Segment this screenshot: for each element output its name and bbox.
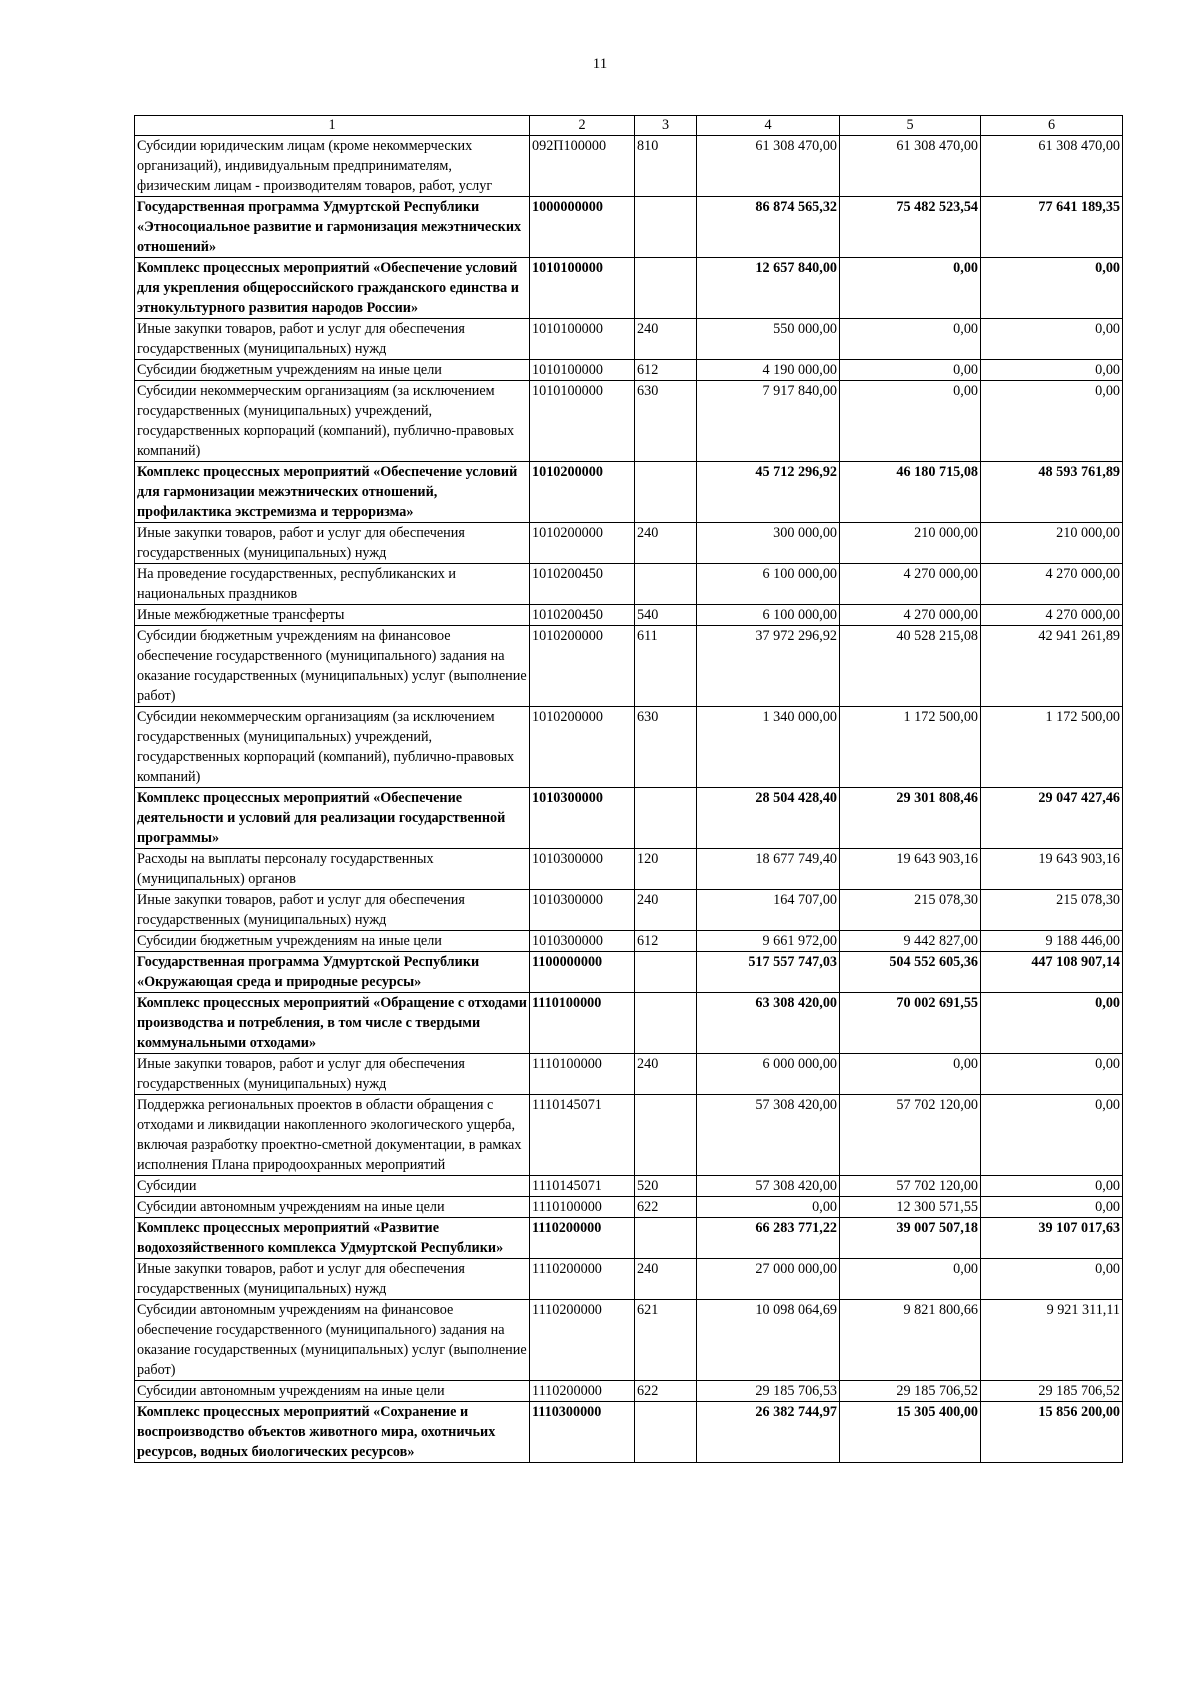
amount-col-4: 550 000,00 [697,319,840,360]
amount-col-6: 0,00 [981,319,1123,360]
item-name: Иные закупки товаров, работ и услуг для обеспечения государственных (муниципальных) нужд [135,1259,530,1300]
amount-col-5: 19 643 903,16 [840,849,981,890]
amount-col-6: 1 172 500,00 [981,707,1123,788]
amount-col-4: 10 098 064,69 [697,1300,840,1381]
table-row [135,1218,1123,1259]
amount-col-5: 61 308 470,00 [840,136,981,197]
table-row [135,788,1123,849]
amount-col-6: 19 643 903,16 [981,849,1123,890]
amount-col-6: 39 107 017,63 [981,1218,1123,1259]
amount-col-4: 57 308 420,00 [697,1176,840,1197]
table-row [135,360,1123,381]
amount-col-4: 6 100 000,00 [697,564,840,605]
amount-col-4: 9 661 972,00 [697,931,840,952]
amount-col-4: 300 000,00 [697,523,840,564]
budget-table [134,115,1123,1463]
amount-col-4: 517 557 747,03 [697,952,840,993]
expense-type [635,788,697,849]
expense-type [635,258,697,319]
expense-type: 240 [635,1259,697,1300]
expense-type: 611 [635,626,697,707]
item-name: Иные закупки товаров, работ и услуг для обеспечения государственных (муниципальных) нужд [135,890,530,931]
table-row [135,707,1123,788]
amount-col-6: 0,00 [981,1095,1123,1176]
item-name: Комплекс процессных мероприятий «Обращение с отходами производства и потребления, в том числе с твердыми коммунальными отходами» [135,993,530,1054]
amount-col-6: 61 308 470,00 [981,136,1123,197]
item-name: Иные закупки товаров, работ и услуг для обеспечения государственных (муниципальных) нужд [135,1054,530,1095]
expense-type [635,462,697,523]
item-name: Расходы на выплаты персоналу государственных (муниципальных) органов [135,849,530,890]
amount-col-4: 1 340 000,00 [697,707,840,788]
table-row [135,952,1123,993]
amount-col-5: 0,00 [840,258,981,319]
table-row [135,1054,1123,1095]
header-col-3: 3 [635,116,697,136]
amount-col-4: 45 712 296,92 [697,462,840,523]
target-code: 1110200000 [530,1300,635,1381]
amount-col-5: 1 172 500,00 [840,707,981,788]
item-name: Субсидии бюджетным учреждениям на иные цели [135,360,530,381]
amount-col-6: 29 047 427,46 [981,788,1123,849]
table-row [135,1259,1123,1300]
amount-col-4: 164 707,00 [697,890,840,931]
amount-col-6: 9 921 311,11 [981,1300,1123,1381]
amount-col-6: 447 108 907,14 [981,952,1123,993]
amount-col-6: 210 000,00 [981,523,1123,564]
table-row [135,319,1123,360]
target-code: 1010200450 [530,605,635,626]
item-name: Комплекс процессных мероприятий «Сохранение и воспроизводство объектов животного мира, охотничьих ресурсов, водных биологических ресурсов» [135,1402,530,1463]
amount-col-4: 29 185 706,53 [697,1381,840,1402]
amount-col-5: 39 007 507,18 [840,1218,981,1259]
expense-type: 612 [635,931,697,952]
item-name: Иные межбюджетные трансферты [135,605,530,626]
amount-col-5: 215 078,30 [840,890,981,931]
target-code: 1110300000 [530,1402,635,1463]
amount-col-4: 63 308 420,00 [697,993,840,1054]
table-row [135,1300,1123,1381]
amount-col-6: 0,00 [981,993,1123,1054]
table-row [135,136,1123,197]
target-code: 1010300000 [530,788,635,849]
expense-type [635,1402,697,1463]
item-name: Субсидии юридическим лицам (кроме некоммерческих организаций), индивидуальным предпринимателям, физическим лицам - производителям товаров, работ, услуг [135,136,530,197]
table-row [135,931,1123,952]
table-row [135,1402,1123,1463]
amount-col-5: 57 702 120,00 [840,1176,981,1197]
amount-col-6: 0,00 [981,1054,1123,1095]
amount-col-5: 75 482 523,54 [840,197,981,258]
amount-col-5: 0,00 [840,381,981,462]
item-name: Комплекс процессных мероприятий «Обеспечение условий для укрепления общероссийского гражданского единства и этнокультурного развития народов России» [135,258,530,319]
item-name: Субсидии [135,1176,530,1197]
expense-type: 240 [635,523,697,564]
table-row [135,890,1123,931]
amount-col-6: 0,00 [981,1259,1123,1300]
expense-type: 240 [635,890,697,931]
item-name: Комплекс процессных мероприятий «Развитие водохозяйственного комплекса Удмуртской Республики» [135,1218,530,1259]
amount-col-4: 12 657 840,00 [697,258,840,319]
target-code: 1110200000 [530,1259,635,1300]
target-code: 092П100000 [530,136,635,197]
expense-type [635,952,697,993]
header-col-4: 4 [697,116,840,136]
expense-type [635,1218,697,1259]
amount-col-5: 4 270 000,00 [840,605,981,626]
target-code: 1010200000 [530,462,635,523]
expense-type: 621 [635,1300,697,1381]
item-name: Поддержка региональных проектов в области обращения с отходами и ликвидации накопленного экологического ущерба, включая разработку проектно-сметной документации, в рамках исполнения Плана природоохранных мероприятий [135,1095,530,1176]
expense-type: 240 [635,1054,697,1095]
amount-col-4: 28 504 428,40 [697,788,840,849]
item-name: Государственная программа Удмуртской Республики «Этносоциальное развитие и гармонизация межэтнических отношений» [135,197,530,258]
table-row [135,381,1123,462]
item-name: Государственная программа Удмуртской Республики «Окружающая среда и природные ресурсы» [135,952,530,993]
amount-col-5: 0,00 [840,319,981,360]
expense-type [635,993,697,1054]
table-row [135,626,1123,707]
target-code: 1010300000 [530,890,635,931]
expense-type: 622 [635,1197,697,1218]
expense-type: 540 [635,605,697,626]
amount-col-4: 6 100 000,00 [697,605,840,626]
target-code: 1010100000 [530,381,635,462]
target-code: 1010200000 [530,626,635,707]
target-code: 1110100000 [530,1197,635,1218]
amount-col-6: 29 185 706,52 [981,1381,1123,1402]
table-row [135,1095,1123,1176]
expense-type: 810 [635,136,697,197]
expense-type: 240 [635,319,697,360]
amount-col-4: 7 917 840,00 [697,381,840,462]
amount-col-5: 9 821 800,66 [840,1300,981,1381]
table-row [135,993,1123,1054]
amount-col-4: 18 677 749,40 [697,849,840,890]
amount-col-4: 86 874 565,32 [697,197,840,258]
target-code: 1010100000 [530,258,635,319]
table-header [135,116,1123,136]
amount-col-5: 29 185 706,52 [840,1381,981,1402]
header-col-2: 2 [530,116,635,136]
target-code: 1110200000 [530,1381,635,1402]
amount-col-6: 15 856 200,00 [981,1402,1123,1463]
amount-col-6: 4 270 000,00 [981,605,1123,626]
item-name: Субсидии некоммерческим организациям (за исключением государственных (муниципальных) учреждений, государственных корпораций (компаний), публично-правовых компаний) [135,381,530,462]
amount-col-6: 0,00 [981,258,1123,319]
table-row [135,197,1123,258]
table-row [135,1176,1123,1197]
target-code: 1100000000 [530,952,635,993]
expense-type [635,197,697,258]
amount-col-5: 504 552 605,36 [840,952,981,993]
table-row [135,258,1123,319]
table-row [135,849,1123,890]
amount-col-5: 29 301 808,46 [840,788,981,849]
target-code: 1010300000 [530,931,635,952]
item-name: Иные закупки товаров, работ и услуг для обеспечения государственных (муниципальных) нужд [135,523,530,564]
header-row [135,116,1123,136]
table-row [135,462,1123,523]
amount-col-5: 40 528 215,08 [840,626,981,707]
expense-type: 120 [635,849,697,890]
amount-col-5: 9 442 827,00 [840,931,981,952]
amount-col-4: 57 308 420,00 [697,1095,840,1176]
target-code: 1010200450 [530,564,635,605]
amount-col-5: 4 270 000,00 [840,564,981,605]
header-col-6: 6 [981,116,1123,136]
expense-type: 630 [635,707,697,788]
amount-col-6: 48 593 761,89 [981,462,1123,523]
item-name: Субсидии некоммерческим организациям (за исключением государственных (муниципальных) учреждений, государственных корпораций (компаний), публично-правовых компаний) [135,707,530,788]
amount-col-5: 46 180 715,08 [840,462,981,523]
page-number: 11 [592,56,608,72]
amount-col-6: 0,00 [981,360,1123,381]
target-code: 1010200000 [530,523,635,564]
amount-col-4: 37 972 296,92 [697,626,840,707]
expense-type: 622 [635,1381,697,1402]
target-code: 1110200000 [530,1218,635,1259]
amount-col-4: 27 000 000,00 [697,1259,840,1300]
amount-col-6: 215 078,30 [981,890,1123,931]
item-name: Субсидии автономным учреждениям на иные цели [135,1381,530,1402]
amount-col-6: 9 188 446,00 [981,931,1123,952]
amount-col-5: 0,00 [840,360,981,381]
target-code: 1110145071 [530,1176,635,1197]
amount-col-5: 70 002 691,55 [840,993,981,1054]
target-code: 1110145071 [530,1095,635,1176]
header-col-1: 1 [135,116,530,136]
amount-col-6: 77 641 189,35 [981,197,1123,258]
expense-type [635,564,697,605]
amount-col-4: 66 283 771,22 [697,1218,840,1259]
item-name: Комплекс процессных мероприятий «Обеспечение условий для гармонизации межэтнических отношений, профилактика экстремизма и терроризма» [135,462,530,523]
header-col-5: 5 [840,116,981,136]
amount-col-5: 0,00 [840,1259,981,1300]
amount-col-5: 15 305 400,00 [840,1402,981,1463]
amount-col-4: 0,00 [697,1197,840,1218]
expense-type: 630 [635,381,697,462]
amount-col-6: 42 941 261,89 [981,626,1123,707]
expense-type [635,1095,697,1176]
item-name: Субсидии автономным учреждениям на иные цели [135,1197,530,1218]
target-code: 1010300000 [530,849,635,890]
target-code: 1110100000 [530,993,635,1054]
expense-type: 612 [635,360,697,381]
item-name: На проведение государственных, республиканских и национальных праздников [135,564,530,605]
table-row [135,523,1123,564]
item-name: Иные закупки товаров, работ и услуг для обеспечения государственных (муниципальных) нужд [135,319,530,360]
amount-col-6: 4 270 000,00 [981,564,1123,605]
amount-col-4: 26 382 744,97 [697,1402,840,1463]
amount-col-6: 0,00 [981,1197,1123,1218]
target-code: 1000000000 [530,197,635,258]
table-row [135,605,1123,626]
target-code: 1010100000 [530,319,635,360]
item-name: Комплекс процессных мероприятий «Обеспечение деятельности и условий для реализации государственной программы» [135,788,530,849]
amount-col-4: 4 190 000,00 [697,360,840,381]
item-name: Субсидии автономным учреждениям на финансовое обеспечение государственного (муниципального) задания на оказание государственных (муниципальных) услуг (выполнение работ) [135,1300,530,1381]
table-row [135,1381,1123,1402]
expense-type: 520 [635,1176,697,1197]
item-name: Субсидии бюджетным учреждениям на иные цели [135,931,530,952]
target-code: 1010100000 [530,360,635,381]
amount-col-6: 0,00 [981,1176,1123,1197]
amount-col-5: 12 300 571,55 [840,1197,981,1218]
table-body [135,136,1123,1463]
table-row [135,564,1123,605]
amount-col-5: 0,00 [840,1054,981,1095]
amount-col-5: 57 702 120,00 [840,1095,981,1176]
amount-col-4: 61 308 470,00 [697,136,840,197]
target-code: 1010200000 [530,707,635,788]
item-name: Субсидии бюджетным учреждениям на финансовое обеспечение государственного (муниципального) задания на оказание государственных (муниципальных) услуг (выполнение работ) [135,626,530,707]
target-code: 1110100000 [530,1054,635,1095]
table-row [135,1197,1123,1218]
amount-col-6: 0,00 [981,381,1123,462]
amount-col-5: 210 000,00 [840,523,981,564]
amount-col-4: 6 000 000,00 [697,1054,840,1095]
